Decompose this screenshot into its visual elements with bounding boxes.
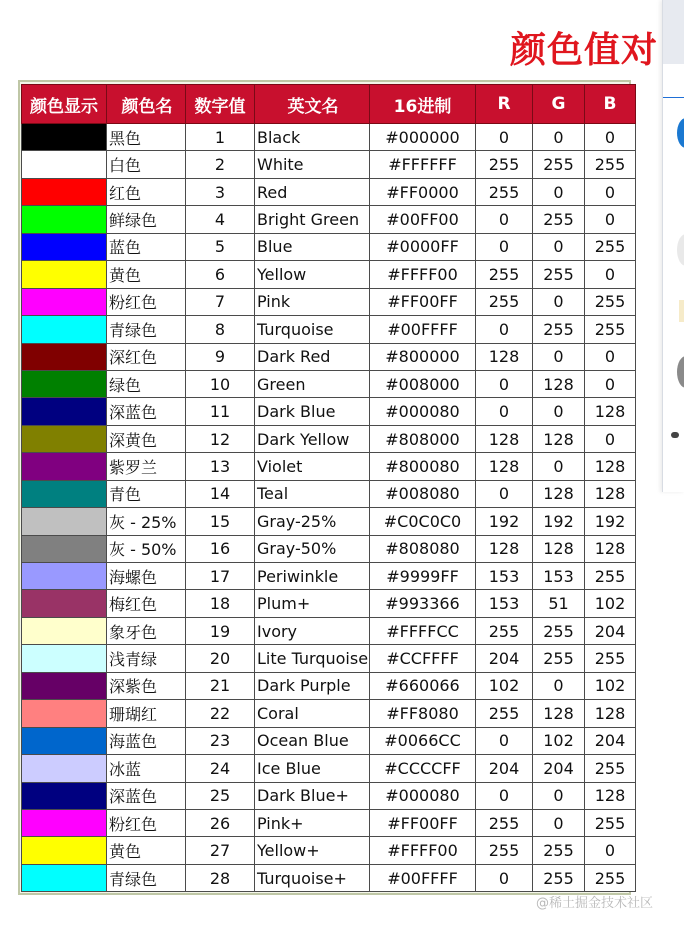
color-name-cell: 黄色 xyxy=(107,261,186,288)
color-name-cell: 鲜绿色 xyxy=(107,206,186,233)
number-cell: 17 xyxy=(186,563,255,590)
b-value-cell: 255 xyxy=(585,151,636,178)
table-row xyxy=(22,453,636,480)
table-row xyxy=(22,398,636,425)
color-swatch xyxy=(22,617,107,644)
color-name-cell: 冰蓝 xyxy=(107,755,186,782)
r-value-cell: 0 xyxy=(476,124,533,151)
table-row xyxy=(22,645,636,672)
color-name-cell: 深黄色 xyxy=(107,425,186,452)
color-name-cell: 蓝色 xyxy=(107,233,186,260)
hex-cell: #C0C0C0 xyxy=(370,508,476,535)
number-cell: 9 xyxy=(186,343,255,370)
g-value-cell: 0 xyxy=(533,233,585,260)
color-name-cell: 黑色 xyxy=(107,124,186,151)
r-value-cell: 153 xyxy=(476,563,533,590)
table-row xyxy=(22,837,636,864)
g-value-cell: 192 xyxy=(533,508,585,535)
hex-cell: #008000 xyxy=(370,370,476,397)
b-value-cell: 255 xyxy=(585,864,636,891)
english-name-cell: Gray-25% xyxy=(255,508,370,535)
table-row xyxy=(22,700,636,727)
number-cell: 6 xyxy=(186,261,255,288)
color-name-cell: 深蓝色 xyxy=(107,782,186,809)
color-swatch xyxy=(22,453,107,480)
b-value-cell: 255 xyxy=(585,288,636,315)
hex-cell: #808080 xyxy=(370,535,476,562)
color-name-cell: 粉红色 xyxy=(107,288,186,315)
english-name-cell: Coral xyxy=(255,700,370,727)
number-cell: 14 xyxy=(186,480,255,507)
b-value-cell: 192 xyxy=(585,508,636,535)
table-row xyxy=(22,535,636,562)
hex-cell: #9999FF xyxy=(370,563,476,590)
g-value-cell: 0 xyxy=(533,178,585,205)
b-value-cell: 128 xyxy=(585,480,636,507)
g-value-cell: 0 xyxy=(533,343,585,370)
english-name-cell: Turquoise+ xyxy=(255,864,370,891)
number-cell: 27 xyxy=(186,837,255,864)
g-value-cell: 255 xyxy=(533,617,585,644)
hex-cell: #CCFFFF xyxy=(370,645,476,672)
r-value-cell: 0 xyxy=(476,233,533,260)
color-swatch xyxy=(22,809,107,836)
english-name-cell: Dark Red xyxy=(255,343,370,370)
english-name-cell: Dark Blue+ xyxy=(255,782,370,809)
table-row xyxy=(22,343,636,370)
color-name-cell: 青色 xyxy=(107,480,186,507)
g-value-cell: 255 xyxy=(533,151,585,178)
r-value-cell: 255 xyxy=(476,178,533,205)
b-value-cell: 0 xyxy=(585,206,636,233)
hex-cell: #FF00FF xyxy=(370,288,476,315)
english-name-cell: Turquoise xyxy=(255,316,370,343)
color-swatch xyxy=(22,398,107,425)
color-swatch xyxy=(22,672,107,699)
b-value-cell: 102 xyxy=(585,590,636,617)
number-cell: 19 xyxy=(186,617,255,644)
header-number: 数字值 xyxy=(186,85,255,124)
b-value-cell: 0 xyxy=(585,425,636,452)
table-row xyxy=(22,755,636,782)
hex-cell: #FF8080 xyxy=(370,700,476,727)
hex-cell: #993366 xyxy=(370,590,476,617)
number-cell: 5 xyxy=(186,233,255,260)
r-value-cell: 255 xyxy=(476,261,533,288)
color-name-cell: 青绿色 xyxy=(107,316,186,343)
hex-cell: #008080 xyxy=(370,480,476,507)
table-header-row xyxy=(22,85,636,124)
color-swatch xyxy=(22,535,107,562)
color-name-cell: 深紫色 xyxy=(107,672,186,699)
b-value-cell: 128 xyxy=(585,782,636,809)
hex-cell: #FFFF00 xyxy=(370,261,476,288)
table-row xyxy=(22,261,636,288)
table-row xyxy=(22,727,636,754)
r-value-cell: 128 xyxy=(476,343,533,370)
b-value-cell: 128 xyxy=(585,453,636,480)
table-body xyxy=(22,124,636,892)
r-value-cell: 255 xyxy=(476,617,533,644)
hex-cell: #00FF00 xyxy=(370,206,476,233)
hex-cell: #800000 xyxy=(370,343,476,370)
hex-cell: #FFFFCC xyxy=(370,617,476,644)
r-value-cell: 255 xyxy=(476,837,533,864)
r-value-cell: 255 xyxy=(476,700,533,727)
number-cell: 24 xyxy=(186,755,255,782)
color-name-cell: 灰 - 50% xyxy=(107,535,186,562)
english-name-cell: Dark Blue xyxy=(255,398,370,425)
hex-cell: #00FFFF xyxy=(370,316,476,343)
hex-cell: #800080 xyxy=(370,453,476,480)
number-cell: 18 xyxy=(186,590,255,617)
english-name-cell: Lite Turquoise xyxy=(255,645,370,672)
g-value-cell: 255 xyxy=(533,837,585,864)
color-swatch xyxy=(22,288,107,315)
g-value-cell: 0 xyxy=(533,398,585,425)
hex-cell: #0000FF xyxy=(370,233,476,260)
table-row xyxy=(22,370,636,397)
color-swatch xyxy=(22,233,107,260)
g-value-cell: 0 xyxy=(533,288,585,315)
color-swatch xyxy=(22,206,107,233)
b-value-cell: 128 xyxy=(585,398,636,425)
table-row xyxy=(22,782,636,809)
english-name-cell: Violet xyxy=(255,453,370,480)
color-swatch xyxy=(22,563,107,590)
b-value-cell: 255 xyxy=(585,809,636,836)
r-value-cell: 128 xyxy=(476,425,533,452)
r-value-cell: 128 xyxy=(476,535,533,562)
header-hex: 16进制 xyxy=(370,85,476,124)
hex-cell: #FFFFFF xyxy=(370,151,476,178)
color-swatch xyxy=(22,864,107,891)
color-swatch xyxy=(22,590,107,617)
b-value-cell: 0 xyxy=(585,178,636,205)
g-value-cell: 102 xyxy=(533,727,585,754)
b-value-cell: 0 xyxy=(585,261,636,288)
g-value-cell: 128 xyxy=(533,700,585,727)
table-row xyxy=(22,124,636,151)
color-name-cell: 海螺色 xyxy=(107,563,186,590)
b-value-cell: 204 xyxy=(585,617,636,644)
table-row xyxy=(22,590,636,617)
table-row xyxy=(22,178,636,205)
color-swatch xyxy=(22,425,107,452)
color-name-cell: 象牙色 xyxy=(107,617,186,644)
number-cell: 2 xyxy=(186,151,255,178)
number-cell: 4 xyxy=(186,206,255,233)
number-cell: 10 xyxy=(186,370,255,397)
table-row xyxy=(22,151,636,178)
g-value-cell: 255 xyxy=(533,261,585,288)
hex-cell: #0066CC xyxy=(370,727,476,754)
side-panel-header xyxy=(663,0,684,64)
r-value-cell: 204 xyxy=(476,645,533,672)
hex-cell: #CCCCFF xyxy=(370,755,476,782)
number-cell: 25 xyxy=(186,782,255,809)
r-value-cell: 153 xyxy=(476,590,533,617)
side-panel-divider xyxy=(663,97,684,98)
r-value-cell: 255 xyxy=(476,151,533,178)
g-value-cell: 255 xyxy=(533,206,585,233)
color-swatch xyxy=(22,316,107,343)
b-value-cell: 0 xyxy=(585,343,636,370)
table-row xyxy=(22,425,636,452)
b-value-cell: 128 xyxy=(585,535,636,562)
number-cell: 8 xyxy=(186,316,255,343)
table-row xyxy=(22,672,636,699)
r-value-cell: 0 xyxy=(476,864,533,891)
b-value-cell: 255 xyxy=(585,233,636,260)
side-panel xyxy=(662,0,684,492)
r-value-cell: 0 xyxy=(476,206,533,233)
g-value-cell: 0 xyxy=(533,453,585,480)
english-name-cell: Bright Green xyxy=(255,206,370,233)
b-value-cell: 102 xyxy=(585,672,636,699)
color-name-cell: 粉红色 xyxy=(107,809,186,836)
g-value-cell: 128 xyxy=(533,425,585,452)
g-value-cell: 0 xyxy=(533,672,585,699)
color-swatch xyxy=(22,700,107,727)
table-row xyxy=(22,864,636,891)
english-name-cell: Dark Purple xyxy=(255,672,370,699)
number-cell: 1 xyxy=(186,124,255,151)
color-name-cell: 深红色 xyxy=(107,343,186,370)
hex-cell: #000080 xyxy=(370,398,476,425)
english-name-cell: Plum+ xyxy=(255,590,370,617)
number-cell: 13 xyxy=(186,453,255,480)
color-name-cell: 黄色 xyxy=(107,837,186,864)
english-name-cell: Green xyxy=(255,370,370,397)
english-name-cell: Red xyxy=(255,178,370,205)
b-value-cell: 255 xyxy=(585,755,636,782)
english-name-cell: Ocean Blue xyxy=(255,727,370,754)
color-name-cell: 青绿色 xyxy=(107,864,186,891)
table-row xyxy=(22,316,636,343)
table-row xyxy=(22,206,636,233)
g-value-cell: 51 xyxy=(533,590,585,617)
color-swatch xyxy=(22,151,107,178)
r-value-cell: 0 xyxy=(476,782,533,809)
table-row xyxy=(22,563,636,590)
header-color-display: 颜色显示 xyxy=(22,85,107,124)
g-value-cell: 0 xyxy=(533,809,585,836)
hex-cell: #FF0000 xyxy=(370,178,476,205)
hex-cell: #000000 xyxy=(370,124,476,151)
color-name-cell: 浅青绿 xyxy=(107,645,186,672)
avatar-icon[interactable] xyxy=(677,234,684,266)
color-swatch xyxy=(22,727,107,754)
english-name-cell: Yellow+ xyxy=(255,837,370,864)
r-value-cell: 128 xyxy=(476,453,533,480)
number-cell: 23 xyxy=(186,727,255,754)
hex-cell: #660066 xyxy=(370,672,476,699)
number-cell: 21 xyxy=(186,672,255,699)
color-name-cell: 珊瑚红 xyxy=(107,700,186,727)
hex-cell: #808000 xyxy=(370,425,476,452)
color-swatch xyxy=(22,124,107,151)
hex-cell: #00FFFF xyxy=(370,864,476,891)
color-name-cell: 灰 - 25% xyxy=(107,508,186,535)
english-name-cell: Periwinkle xyxy=(255,563,370,590)
english-name-cell: Blue xyxy=(255,233,370,260)
g-value-cell: 128 xyxy=(533,370,585,397)
header-color-name: 颜色名 xyxy=(107,85,186,124)
avatar-icon[interactable] xyxy=(677,356,684,388)
header-r: R xyxy=(476,85,533,124)
table-row xyxy=(22,508,636,535)
header-g: G xyxy=(533,85,585,124)
number-cell: 15 xyxy=(186,508,255,535)
page-title: 颜色值对 xyxy=(510,30,659,71)
r-value-cell: 0 xyxy=(476,480,533,507)
r-value-cell: 0 xyxy=(476,727,533,754)
highlight-strip xyxy=(679,300,684,322)
g-value-cell: 0 xyxy=(533,782,585,809)
hex-cell: #FFFF00 xyxy=(370,837,476,864)
number-cell: 7 xyxy=(186,288,255,315)
watermark: @稀土掘金技术社区 xyxy=(536,896,654,911)
english-name-cell: Yellow xyxy=(255,261,370,288)
g-value-cell: 255 xyxy=(533,645,585,672)
r-value-cell: 0 xyxy=(476,370,533,397)
b-value-cell: 255 xyxy=(585,316,636,343)
number-cell: 12 xyxy=(186,425,255,452)
number-cell: 16 xyxy=(186,535,255,562)
r-value-cell: 0 xyxy=(476,398,533,425)
english-name-cell: Black xyxy=(255,124,370,151)
number-cell: 11 xyxy=(186,398,255,425)
header-english-name: 英文名 xyxy=(255,85,370,124)
color-name-cell: 紫罗兰 xyxy=(107,453,186,480)
color-name-cell: 白色 xyxy=(107,151,186,178)
b-value-cell: 0 xyxy=(585,837,636,864)
english-name-cell: White xyxy=(255,151,370,178)
english-name-cell: Gray-50% xyxy=(255,535,370,562)
number-cell: 26 xyxy=(186,809,255,836)
number-cell: 3 xyxy=(186,178,255,205)
table-row xyxy=(22,617,636,644)
table-row xyxy=(22,809,636,836)
avatar-icon[interactable] xyxy=(677,118,684,148)
dot-icon xyxy=(671,432,679,438)
color-name-cell: 深蓝色 xyxy=(107,398,186,425)
b-value-cell: 0 xyxy=(585,370,636,397)
g-value-cell: 128 xyxy=(533,535,585,562)
r-value-cell: 204 xyxy=(476,755,533,782)
header-b: B xyxy=(585,85,636,124)
english-name-cell: Pink+ xyxy=(255,809,370,836)
g-value-cell: 0 xyxy=(533,124,585,151)
color-swatch xyxy=(22,261,107,288)
color-swatch xyxy=(22,480,107,507)
color-table xyxy=(21,84,636,892)
english-name-cell: Pink xyxy=(255,288,370,315)
b-value-cell: 128 xyxy=(585,700,636,727)
color-swatch xyxy=(22,755,107,782)
english-name-cell: Ivory xyxy=(255,617,370,644)
color-swatch xyxy=(22,178,107,205)
g-value-cell: 204 xyxy=(533,755,585,782)
english-name-cell: Dark Yellow xyxy=(255,425,370,452)
b-value-cell: 255 xyxy=(585,563,636,590)
color-swatch xyxy=(22,782,107,809)
color-name-cell: 梅红色 xyxy=(107,590,186,617)
color-name-cell: 绿色 xyxy=(107,370,186,397)
number-cell: 22 xyxy=(186,700,255,727)
color-swatch xyxy=(22,343,107,370)
r-value-cell: 255 xyxy=(476,809,533,836)
color-swatch xyxy=(22,508,107,535)
g-value-cell: 255 xyxy=(533,316,585,343)
table-row xyxy=(22,480,636,507)
b-value-cell: 0 xyxy=(585,124,636,151)
b-value-cell: 255 xyxy=(585,645,636,672)
r-value-cell: 192 xyxy=(476,508,533,535)
r-value-cell: 102 xyxy=(476,672,533,699)
color-name-cell: 红色 xyxy=(107,178,186,205)
g-value-cell: 255 xyxy=(533,864,585,891)
r-value-cell: 255 xyxy=(476,288,533,315)
r-value-cell: 0 xyxy=(476,316,533,343)
color-swatch xyxy=(22,370,107,397)
color-swatch xyxy=(22,645,107,672)
hex-cell: #000080 xyxy=(370,782,476,809)
table-row xyxy=(22,233,636,260)
english-name-cell: Ice Blue xyxy=(255,755,370,782)
b-value-cell: 204 xyxy=(585,727,636,754)
color-name-cell: 海蓝色 xyxy=(107,727,186,754)
english-name-cell: Teal xyxy=(255,480,370,507)
hex-cell: #FF00FF xyxy=(370,809,476,836)
number-cell: 20 xyxy=(186,645,255,672)
table-row xyxy=(22,288,636,315)
color-swatch xyxy=(22,837,107,864)
g-value-cell: 153 xyxy=(533,563,585,590)
g-value-cell: 128 xyxy=(533,480,585,507)
number-cell: 28 xyxy=(186,864,255,891)
